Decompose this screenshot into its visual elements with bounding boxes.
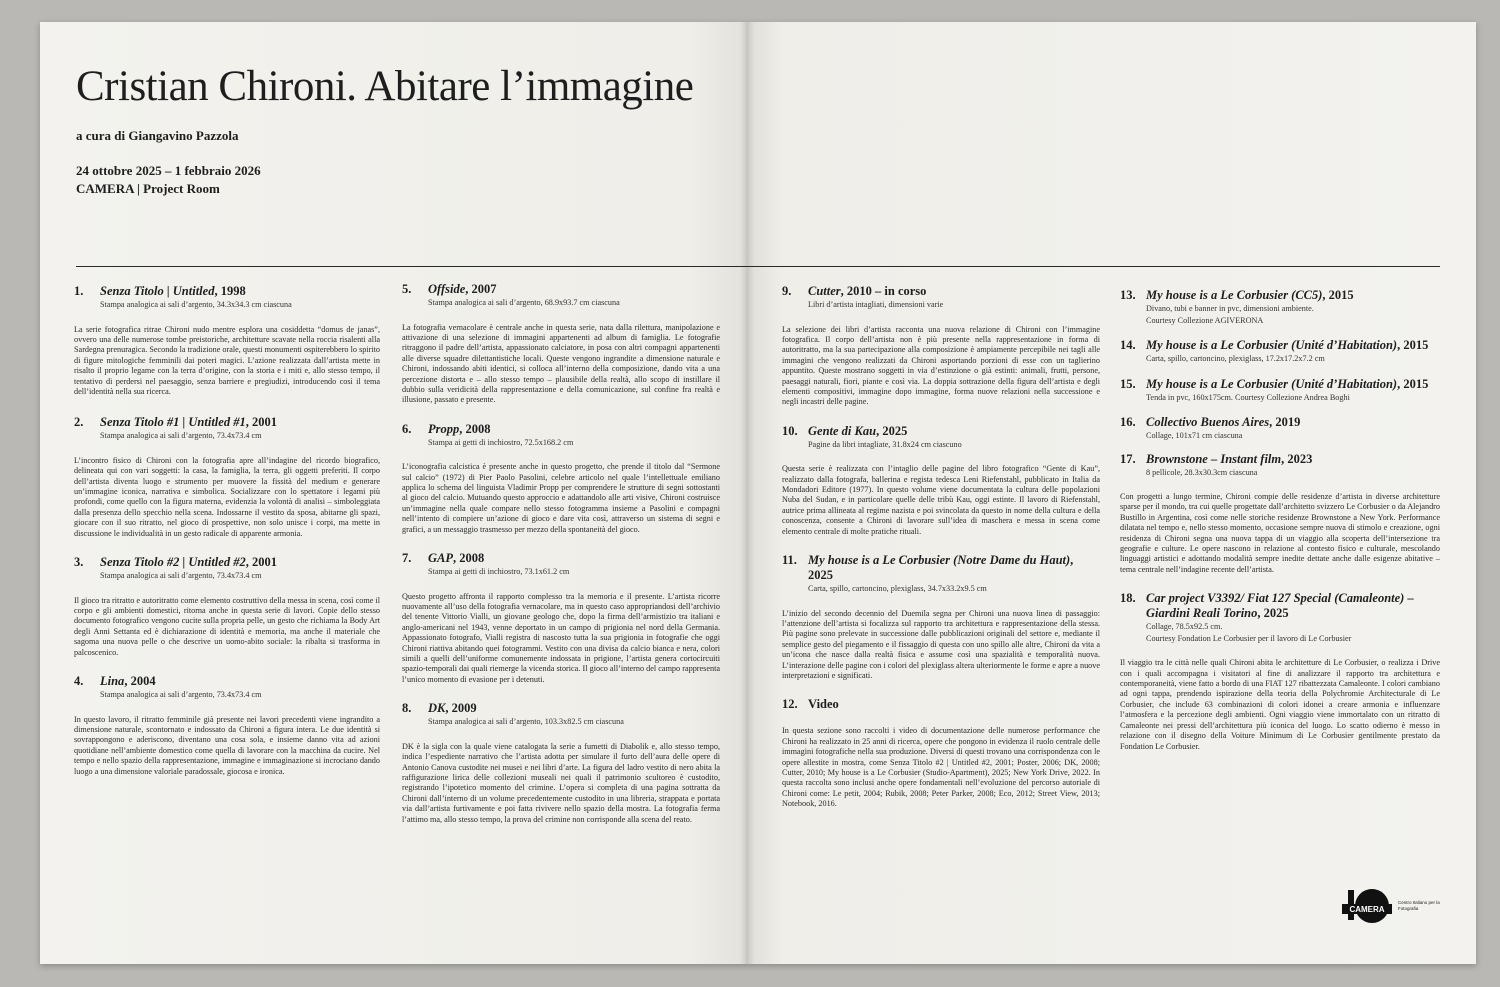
- work-title: My house is a Le Corbusier (Notre Dame du Haut): [808, 553, 1071, 568]
- work-entry: [74, 674, 380, 777]
- work-title: Propp: [428, 421, 460, 436]
- work-heading: [782, 284, 1100, 299]
- work-year: , 2004: [124, 674, 156, 689]
- work-year: , 2023: [1281, 451, 1313, 466]
- work-heading: [402, 701, 720, 716]
- work-entry: [74, 415, 380, 539]
- work-number: 7.: [402, 551, 412, 566]
- work-number: 13.: [1120, 288, 1136, 302]
- work-year: , 2001: [245, 415, 277, 430]
- works-column-1: [74, 284, 380, 777]
- works-column-2: [402, 282, 720, 825]
- work-technical-details: Stampa analogica ai sali d’argento, 73.4x73.4 cm: [100, 571, 262, 581]
- work-description: Il viaggio tra le città nelle quali Chironi abita le architetture di Le Corbusier, o realizza i Drive con i quali accompagna i visitatori al fine di analizzare il rapporto tra architettura e contemporaneità, viene fatto a bordo di una FIAT 127 ribattezzata Camaleonte. I colori cambiano ad ogni tappa, prendendo ispirazione della teoria della Polychromie Architecturale di Le Corbusier, che include 63 combinazioni di colori idonei a creare armonia e influenzare l’atmosfera e la percezione degli ambienti. Ogni viaggio viene immortalato con un ritratto di Camaleonte nei pressi dell’architettura più iconica del luogo. Lo scatto odierno è messo in relazione con il disegno della Voiture Minimum di Le Corbusier gentilmente prestato da Fondation Le Corbusier.: [1120, 658, 1440, 751]
- work-technical-details: Carta, spillo, cartoncino, plexiglass, 34.7x33.2x9.5 cm: [808, 584, 987, 594]
- work-title: Senza Titolo | Untitled: [100, 284, 215, 298]
- work-technical-details: Carta, spillo, cartoncino, plexiglass, 17.2x17.2x7.2 cm: [1146, 354, 1325, 363]
- work-heading: [782, 697, 1100, 712]
- work-number: 3.: [74, 555, 84, 570]
- work-entry: [782, 424, 1100, 537]
- work-entry: [74, 284, 380, 397]
- work-entry: [402, 282, 720, 406]
- center-fold: [740, 22, 754, 964]
- camera-logo: [1342, 888, 1472, 928]
- work-year: , 2008: [453, 551, 485, 566]
- work-technical-details: Stampa analogica ai sali d’argento, 103.3x82.5 cm ciascuna: [428, 717, 624, 727]
- work-technical-details: Stampa analogica ai sali d’argento, 68.9x93.7 cm ciascuna: [428, 298, 620, 307]
- work-number: 4.: [74, 674, 84, 689]
- work-technical-details: Stampa ai getti di inchiostro, 72.5x168.2 cm: [428, 437, 574, 447]
- work-technical-details: Courtesy Fondation Le Corbusier per il lavoro di Le Corbusier: [1146, 633, 1352, 643]
- works-column-3: [782, 284, 1100, 810]
- work-number: 8.: [402, 701, 412, 716]
- work-technical-details: Stampa ai getti di inchiostro, 73.1x61.2 cm: [428, 567, 570, 577]
- work-heading: [1120, 415, 1440, 430]
- work-title: Brownstone – Instant film: [1146, 451, 1282, 466]
- work-description: Questa serie è realizzata con l’intaglio delle pagine del libro fotografico “Gente di Kau”, realizzato dalla fotografa, ballerina e regista tedesca Leni Riefenstahl, pubblicato in Italia da Mondadori Editore (1977). In questo volume viene documentata la cultura delle popolazioni Nuba del Sudan, e in particolare quelle delle tribù Kau, oggi estinte. Il lavoro di Riefenstahl, autrice prima allineata al regime nazista e poi svincolata da questo in nome della cultura e della conoscenza, consente a Chironi di lavorare sull’idea di maschera e messa in scena come elemento centrale di molte pratiche rituali.: [782, 464, 1100, 536]
- work-description: L’inizio del secondo decennio del Duemila segna per Chironi una nuova linea di passaggio: l’attenzione dell’artista si focalizza sul rapporto tra architettura e rappresentazione della stessa. Più pagine sono prelevate in successione dalle pubblicazioni originali del settore e, mediante il semplice gesto del piegamento e il fissaggio di questa con uno spillo alle altre, Chironi da vita a un’icona che nasce dalla realtà fisica e assume così una spazialità e temporalità nuova. L’interazione delle pagine con i colori del plexiglass altera ulteriormente le forme e apre a nuove interpretazioni e significati.: [782, 608, 1100, 681]
- work-heading: [74, 284, 380, 299]
- work-year: , 2015: [1397, 376, 1429, 391]
- work-entry: [782, 284, 1100, 408]
- work-heading: [402, 551, 720, 566]
- work-number: 16.: [1120, 415, 1136, 429]
- work-entry: [74, 555, 380, 658]
- work-heading: [74, 674, 380, 689]
- work-number: 15.: [1120, 376, 1136, 391]
- curator-credit: a cura di Giangavino Pazzola: [76, 128, 239, 143]
- exhibition-title: Cristian Chironi. Abitare l’immagine: [76, 63, 694, 110]
- work-title: My house is a Le Corbusier (Unité d’Habitation): [1146, 376, 1398, 391]
- work-description: L’iconografia calcistica è presente anche in questo progetto, che prende il titolo dal “Sermone sul calcio” (1972) di Pier Paolo Pasolini, celebre articolo nel quale l’intellettuale emiliano applica lo schema del linguista Vladimir Propp per comprendere le strutture di segni sottostanti al gioco del calcio. Mutuando questo approccio e adattandolo alle arti visive, Chironi costruisce un’immagine nella quale compare nello stesso fotogramma insieme a Pasolini e compagni nell’intento di compiere un’azione di gioco e dare vita così, attraverso un sistema di segni e grafici, a un messaggio trasmesso per mezzo della spontaneità del gioco.: [402, 462, 720, 534]
- work-technical-details: Collage, 78.5x92.5 cm.: [1146, 622, 1223, 632]
- work-heading: [74, 555, 380, 570]
- work-year: , 2019: [1269, 415, 1301, 429]
- work-entry: [1120, 377, 1440, 404]
- work-title: GAP: [428, 551, 453, 566]
- work-technical-details: Stampa analogica ai sali d’argento, 34.3x34.3 cm ciascuna: [100, 300, 292, 309]
- work-heading: [402, 282, 720, 297]
- work-description: Il gioco tra ritratto e autoritratto come elemento costruttivo della messa in scena, così come il corpo e gli ambienti domestici, ritorna anche in questa serie di lavori. Copie dello stesso documento fotografico vengono cucite sulla propria pelle, un gesto che richiama la Body Art degli Anni Settanta ed è dichiarazione di identità e memoria, ma anche il materiale che sagoma una nuova pelle o che descrive un uomo-abito sociale: la ribalta si trasforma in palcoscenico.: [74, 595, 380, 657]
- work-entry: [402, 701, 720, 825]
- work-heading: [1120, 288, 1440, 303]
- work-number: 11.: [782, 553, 797, 568]
- work-number: 9.: [782, 284, 792, 298]
- work-year: , 2007: [465, 282, 497, 296]
- work-description: La serie fotografica ritrae Chironi nudo mentre esplora una cosiddetta “domus de janas”, ovvero una delle numerose tombe preistoriche, architetture scavate nella roccia risalenti alla Sardegna prenuragica. Secondo la tradizione orale, questi monumenti ospiterebbero lo spirito di figure mitologiche femminili dai poteri magici. L’azione realizzata dall’artista mette in risalto il proprio legame con la terra d’origine, con la storia e i miti e, allo stesso tempo, il tentativo di perdersi nel paesaggio, senza barriere e pregiudizi, introducendo così il tema dell’identità nella sua ricerca.: [74, 324, 380, 396]
- work-title: DK: [428, 701, 446, 716]
- work-entry: [782, 697, 1100, 809]
- work-title: Senza Titolo #2 | Untitled #2: [100, 555, 246, 570]
- work-heading: [402, 422, 720, 437]
- work-heading: [782, 553, 1100, 583]
- exhibition-venue: CAMERA | Project Room: [76, 181, 220, 196]
- work-description: La fotografia vernacolare è centrale anche in questa serie, nata dalla rilettura, manipolazione e attivazione di una selezione di immagini appartenenti ad album di famiglia. Le fotografie ritraggono il padre dell’artista, appassionato calciatore, in posa con altri compagni appartenenti alle diverse squadre dilettantistiche locali. Queste vengono ingrandite a dimensione naturale e Chironi, indossando abiti identici, si colloca all’interno della composizione, dando vita a una percezione distorta e – allo stesso tempo – plausibile della realtà, allo scopo di instillare il dubbio sulla veridicità della rappresentazione e della comunicazione, sul confine fra realtà e illusione, passato e presente.: [402, 322, 720, 405]
- work-title: Senza Titolo #1 | Untitled #1: [100, 415, 246, 430]
- work-description: Questo progetto affronta il rapporto complesso tra la memoria e il presente. L’artista ricorre nuovamente all’uso della fotografia vernacolare, ma in questo caso appropriandosi dell’archivio del tenente Vittorio Vialli, un giovane geologo che, dopo la firma dell’armistizio tra italiani e anglo-americani nel 1943, venne deportato in un campo di prigionia nel nord della Germania. Appassionato fotografo, Vialli registra di nascosto tutta la sua prigionia in fotografie che oggi Chironi riattiva abitando quei fotogrammi. Vestito con una divisa da calcio bianca e nera, colori simili a quelli dell’uniforme comunemente indossata in prigione, l’artista genera cortocircuiti spazio-temporali dai quali riemerge la vicenda storica. Il gioco all’interno del campo rappresenta l’unico momento di evasione per i detenuti.: [402, 591, 720, 684]
- work-description: In questa sezione sono raccolti i video di documentazione delle numerose performance che Chironi ha realizzato in 25 anni di ricerca, opere che pongono in evidenza il ruolo centrale delle immagini fotografiche nella sua produzione. Diversi di questi trovano una corrispondenza con le opere allestite in mostra, come Senza Titolo #2 | Untitled #2, 2001; Poster, 2006; DK, 2008; Cutter, 2010; My house is a Le Corbusier (Studio-Apartment), 2025; New York Drive, 2022. In questa raccolta sono inclusi anche opere fondamentali nell’evoluzione del percorso autoriale di Chironi come: Le petit, 2004; Rubik, 2008; Peter Parker, 2008; Eco, 2012; Street View, 2013; Notebook, 2016.: [782, 726, 1100, 809]
- work-entry: [1120, 591, 1440, 752]
- work-title: My house is a Le Corbusier (CC5): [1146, 288, 1323, 302]
- work-number: 1.: [74, 284, 84, 298]
- work-description: La selezione dei libri d’artista racconta una nuova relazione di Chironi con l’immagine fotografica. Il corpo dell’artista non è più presente nella rappresentazione in forma di autoritratto, ma la sua partecipazione alla composizione è ampiamente percepibile nei tagli alle immagini che vengono realizzati da Chironi asportando porzioni di esse con un taglierino appuntito. Queste mostrano soggetti in via d’estinzione o già estinti: animali, frutti, persone, paesaggi naturali, fiori, piante e così via. La doppia sottrazione della figura dell’artista e degli elementi compositivi, immagine dopo immagine, forma nuove relazioni nella successione e negli incastri delle pagine.: [782, 324, 1100, 407]
- work-description: DK è la sigla con la quale viene catalogata la serie a fumetti di Diabolik e, allo stesso tempo, indica l’espediente narrativo che l’artista adotta per simulare il furto dell’aura delle opere di Antonio Canova custodite nei musei e nei libri d’arte. La figura del ladro vestito di nero abita la raffigurazione lirica delle collezioni museali nei quali il patrimonio scultoreo è custodito, registrando l’ipotetico momento del crimine. L’opera si completa di una pagina sottratta da Chironi dall’interno di un volume precedentemente custodito in una libreria, strappata e portata via dall’artista furtivamente e poi fatta rivivere nello spazio della mostra. La fotografia ferma l’attimo ma, allo stesso tempo, la prova del crimine non corrisponde alla scena del reato.: [402, 741, 720, 824]
- work-heading: [1120, 591, 1440, 621]
- work-year: , 2010 – in corso: [840, 284, 927, 298]
- work-entry: [1120, 338, 1440, 365]
- camera-logo-tagline: Centro Italiano per la Fotografia: [1398, 900, 1440, 911]
- work-entry: [782, 553, 1100, 681]
- work-title: Cutter: [808, 284, 841, 298]
- work-entry: [402, 551, 720, 685]
- header-divider: [76, 266, 1440, 267]
- work-title: Collectivo Buenos Aires: [1146, 415, 1270, 429]
- work-technical-details: Pagine da libri intagliate, 31.8x24 cm ciascuno: [808, 439, 962, 449]
- work-number: 2.: [74, 415, 84, 430]
- work-entry: [1120, 288, 1440, 326]
- work-description: Con progetti a lungo termine, Chironi compie delle residenze d’artista in diverse architetture sparse per il mondo, tra cui quelle progettate dall’architetto svizzero Le Corbusier o da Alejandro Bustillo in Argentina, così come nelle storiche residenze Brownstone a New York. Performance dilatata nel tempo e, nello stesso momento, occasione sempre nuova di stimolo e creazione, ogni residenza di Chironi segna una nuova tappa di un viaggio alla scoperta dell’intersezione tra geografie e culture. Le opere nascono in relazione al contesto fisico e culturale, mescolando linguaggi artistici e adottando modalità sempre inedite dettate anche dalle esigenze abitative – tema centrale nell’indagine recente dell’artista.: [1120, 492, 1440, 574]
- work-year: , 2025: [876, 423, 908, 438]
- work-number: 17.: [1120, 451, 1136, 466]
- work-number: 10.: [782, 423, 798, 438]
- work-year: , 1998: [214, 284, 246, 298]
- work-technical-details: Divano, tubi e banner in pvc, dimensioni ambiente.: [1146, 304, 1314, 313]
- work-year: , 2009: [445, 701, 477, 716]
- work-technical-details: Collage, 101x71 cm ciascuna: [1146, 431, 1243, 440]
- work-heading: [74, 415, 380, 430]
- work-number: 18.: [1120, 591, 1136, 606]
- work-entry: [1120, 452, 1440, 576]
- work-heading: [1120, 452, 1440, 467]
- work-entry: [402, 422, 720, 535]
- work-title: Offside: [428, 282, 466, 296]
- work-year: , 2015: [1322, 288, 1354, 302]
- work-title: Gente di Kau: [808, 423, 877, 438]
- work-year: , 2008: [459, 421, 491, 436]
- work-technical-details: Libri d’artista intagliati, dimensioni varie: [808, 300, 944, 309]
- work-technical-details: 8 pellicole, 28.3x30.3cm ciascuna: [1146, 467, 1258, 477]
- work-technical-details: Tenda in pvc, 160x175cm. Courtesy Collezione Andrea Boghi: [1146, 392, 1350, 402]
- work-title: My house is a Le Corbusier (Unité d’Habitation): [1146, 338, 1398, 352]
- work-description: In questo lavoro, il ritratto femminile già presente nei lavori precedenti viene ingrandito a dimensione naturale, scontornato e indossato da Chironi a figura intera. Le due identità si sovrappongono e aderiscono, diventano una cosa sola, e insieme danno vita ad azioni quotidiane nell’ambiente domestico come quella di lavorare con la macchina da cucire. Nel tempo e nello spazio della rappresentazione, immagine e immaginazione si incrociano dando luogo a una dimensione valoriale paradossale, giocosa e ironica.: [74, 714, 380, 776]
- work-year: , 2015: [1397, 338, 1429, 352]
- work-heading: [782, 424, 1100, 439]
- works-column-4: [1120, 288, 1440, 752]
- work-year: , 2025: [808, 553, 1074, 583]
- work-heading: [1120, 377, 1440, 392]
- exhibition-dates: 24 ottobre 2025 – 1 febbraio 2026: [76, 163, 261, 178]
- work-number: 6.: [402, 421, 412, 436]
- work-technical-details: Stampa analogica ai sali d’argento, 73.4x73.4 cm: [100, 690, 262, 700]
- camera-logo-wordmark: CAMERA: [1349, 905, 1385, 914]
- work-title: Car project V3392/ Fiat 127 Special (Camaleonte) – Giardini Reali Torino: [1146, 591, 1414, 621]
- work-number: 14.: [1120, 338, 1136, 352]
- work-number: 12.: [782, 697, 798, 712]
- work-technical-details: Stampa analogica ai sali d’argento, 73.4x73.4 cm: [100, 431, 262, 441]
- work-year: , 2025: [1257, 606, 1289, 621]
- brochure-sheet: [40, 22, 1476, 964]
- work-title: Video: [808, 697, 839, 712]
- work-description: L’incontro fisico di Chironi con la fotografia apre all’indagine del ricordo biografico, delineata qui con vari soggetti: la casa, la famiglia, la terra, gli oggetti preferiti. Il corpo dell’artista diventa luogo e strumento per muovere la fissità del medium e generare un’immagine iconica, narrativa e simbolica. Socializzare con lo spettatore i legami più profondi, come quello con la figura materna, evidenzia la volontà di analisi – simboleggiata dalla presenza dello specchio nella scena. Indossarne il vestito da sposa, abitarne gli spazi, giocare con il suo ritratto, nel gioco di prospettive, non solo unisce i corpi, ma mette in discussione le individualità in un gesto radicale di apparente armonia.: [74, 455, 380, 538]
- camera-logo-icon: [1342, 888, 1392, 928]
- work-technical-details: Courtesy Collezione AGIVERONA: [1146, 315, 1264, 325]
- work-year: , 2001: [245, 555, 277, 570]
- work-entry: [1120, 415, 1440, 442]
- work-title: Lina: [100, 674, 125, 689]
- work-number: 5.: [402, 282, 412, 296]
- work-heading: [1120, 338, 1440, 353]
